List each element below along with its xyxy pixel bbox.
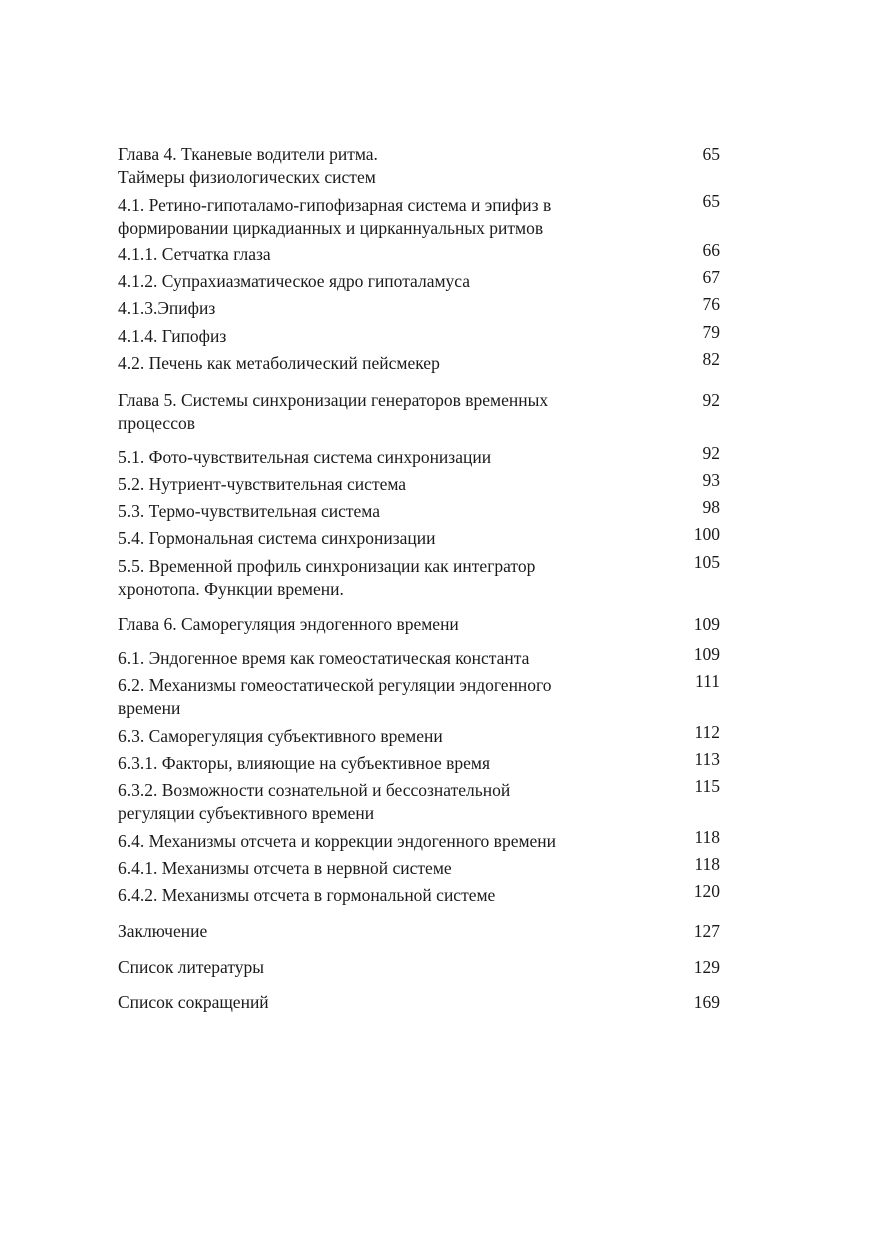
toc-entry-title: 6.3.2. Возможности сознательной и бессознательной регуляции субъективного времени (118, 780, 511, 823)
toc-entry-page: 76 (702, 294, 720, 314)
toc-entry-page: 109 (693, 644, 720, 664)
toc-entry-title: 5.3. Термо-чувствительная система (118, 501, 381, 521)
toc-entry-title: 4.2. Печень как метаболический пейсмекер (118, 353, 440, 373)
toc-entry-page: 79 (702, 322, 720, 342)
toc-entry-page: 92 (702, 390, 720, 410)
toc-entry-page: 129 (693, 957, 720, 977)
toc-entry-page: 82 (702, 349, 720, 369)
toc-entry-page: 65 (702, 191, 720, 211)
toc-entry-title: 6.2. Механизмы гомеостатической регуляции эндогенного времени (118, 675, 552, 718)
toc-entry-title: 6.1. Эндогенное время как гомеостатическая константа (118, 648, 530, 668)
toc-entry-page: 65 (702, 144, 720, 164)
toc-entry-title: 4.1.2. Супрахиазматическое ядро гипоталамуса (118, 271, 471, 291)
toc-entry-title: 5.1. Фото-чувствительная система синхронизации (118, 447, 492, 467)
toc-entry-title: 5.5. Временной профиль синхронизации как интегратор хронотопа. Функции времени. (118, 556, 536, 599)
toc-entry-title: 6.4.2. Механизмы отсчета в гормональной системе (118, 885, 496, 905)
toc-entry-title: Глава 5. Системы синхронизации генераторов временных процессов (118, 390, 549, 433)
toc-entry-title: Список литературы (118, 957, 265, 977)
toc-entry-page: 109 (693, 614, 720, 634)
toc-entry-page: 127 (693, 921, 720, 941)
toc-entry-title: 4.1. Ретино-гипоталамо-гипофизарная система и эпифиз в формировании циркадианных и цирканнуальных ритмов (118, 195, 552, 238)
toc-entry-page: 113 (694, 749, 720, 769)
toc-entry-title: 4.1.3.Эпифиз (118, 298, 216, 318)
toc-entry-title: 6.3.1. Факторы, влияющие на субъективное время (118, 753, 491, 773)
toc-entry-title: 4.1.4. Гипофиз (118, 326, 227, 346)
toc-entry-page: 111 (695, 671, 720, 691)
toc-entry-title: 6.3. Саморегуляция субъективного времени (118, 726, 443, 746)
toc-entry-page: 100 (693, 524, 720, 544)
toc-entry-page: 169 (693, 992, 720, 1012)
toc-entry-title: 6.4. Механизмы отсчета и коррекции эндогенного времени (118, 831, 557, 851)
toc-entry-title: 6.4.1. Механизмы отсчета в нервной системе (118, 858, 452, 878)
toc-entry-page: 93 (702, 470, 720, 490)
toc-entry-title: Заключение (118, 921, 208, 941)
toc-entry-title: Глава 4. Тканевые водители ритма. Таймеры физиологических систем (118, 144, 378, 187)
toc-entry-title: 5.4. Гормональная система синхронизации (118, 528, 436, 548)
toc-entry-page: 92 (702, 443, 720, 463)
toc-entry-page: 120 (693, 881, 720, 901)
toc-entry-page: 118 (694, 827, 720, 847)
toc-entry-title: Глава 6. Саморегуляция эндогенного времени (118, 614, 459, 634)
toc-entry-page: 118 (694, 854, 720, 874)
toc-entry-page: 105 (693, 552, 720, 572)
toc-entry-title: 4.1.1. Сетчатка глаза (118, 244, 271, 264)
toc-entry-title: Список сокращений (118, 992, 269, 1012)
toc-entry-page: 67 (702, 267, 720, 287)
toc-entry-page: 66 (702, 240, 720, 260)
toc-entry-page: 115 (694, 776, 720, 796)
toc-entry-page: 112 (694, 722, 720, 742)
toc-entry-title: 5.2. Нутриент-чувствительная система (118, 474, 407, 494)
toc-entry-page: 98 (702, 497, 720, 517)
table-of-contents (118, 0, 720, 1240)
